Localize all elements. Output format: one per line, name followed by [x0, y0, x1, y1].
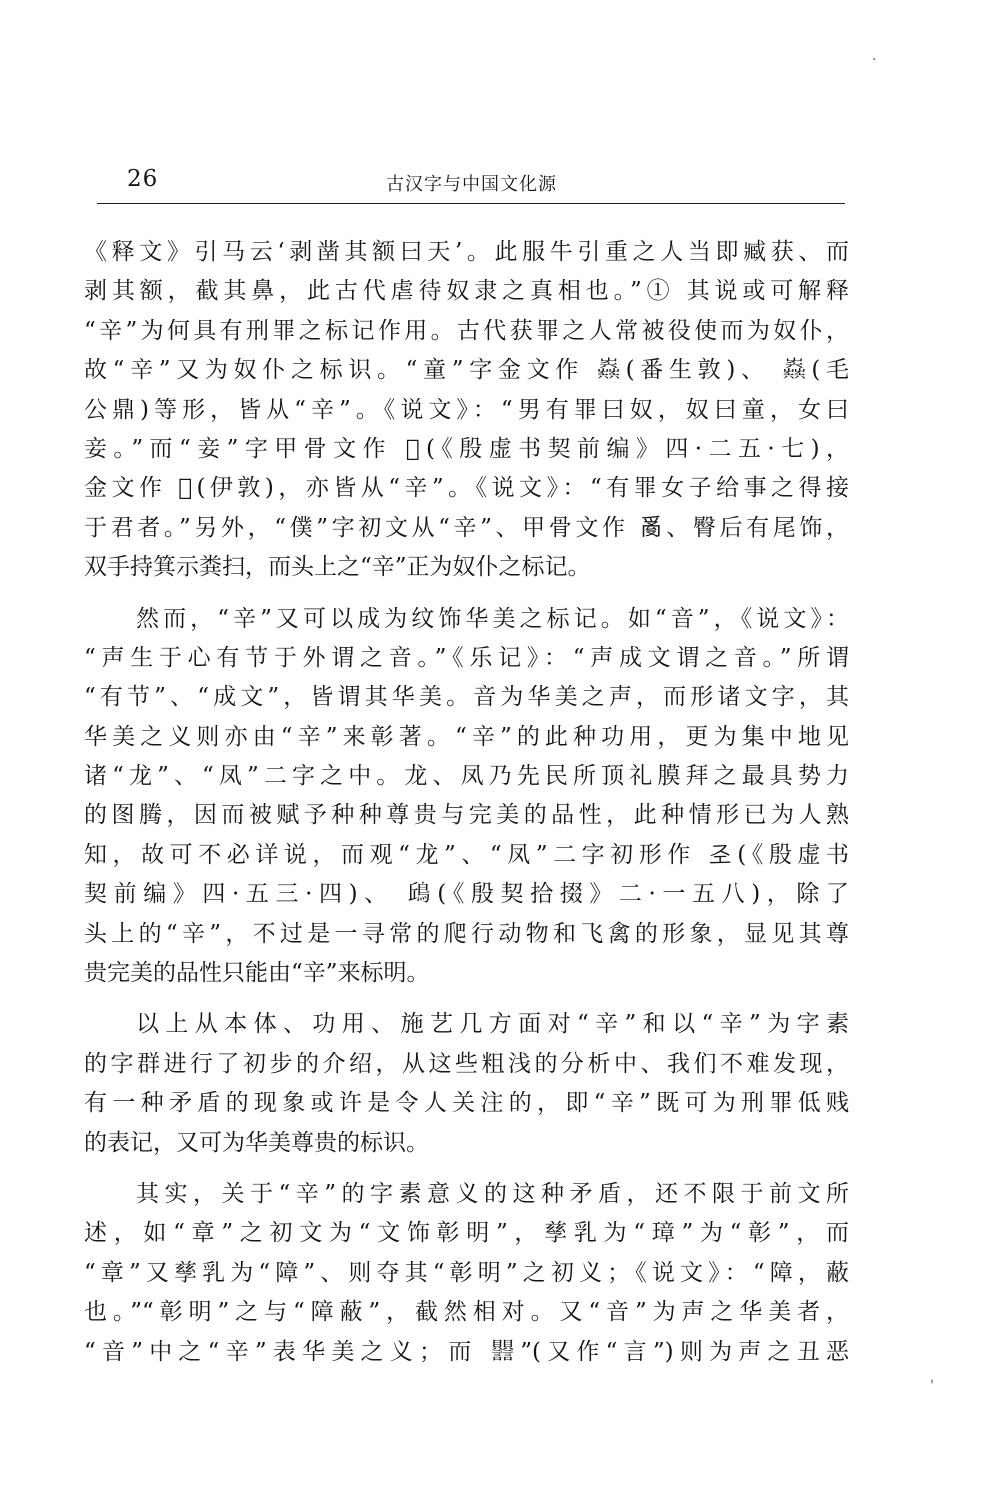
text-line: 贵完美的品性只能由“辛”来标明。 [84, 960, 430, 987]
text-line: 金文作 𡚪(伊敦)，亦皆从“辛”。《说文》：“有罪女子给事之得接 [84, 475, 849, 502]
text-line: 然而，“辛”又可以成为纹饰华美之标记。如“音”，《说文》： [136, 605, 849, 632]
paragraph-2 [84, 600, 849, 994]
text-line: 以上从本体、功用、施艺几方面对“辛”和以“辛”为字素 [136, 1011, 849, 1038]
header-rule [97, 203, 845, 204]
text-line: “辛”为何具有刑罪之标记作用。古代获罪之人常被役使而为奴仆， [84, 317, 849, 344]
scan-speck: ' [930, 1378, 934, 1394]
text-line: 述，如“章”之初文为“文饰彰明”，孳乳为“璋”为“彰”，而 [84, 1220, 849, 1247]
page-number: 26 [127, 166, 159, 192]
text-line: 的图腾，因而被赋予种种尊贵与完美的品性，此种情形已为人熟 [84, 802, 849, 829]
text-line: 《释文》引马云‘剥凿其额曰天’。此服牛引重之人当即臧获、而 [84, 239, 849, 265]
text-line: “章”又孳乳为“障”、则夺其“彰明”之初义；《说文》：“障，蔽 [84, 1259, 849, 1286]
text-line: 公鼎)等形，皆从“辛”。《说文》：“男有罪曰奴，奴曰童，女曰 [84, 396, 849, 423]
text-line: 于君者。”另外，“僕”字初文从“辛”、甲骨文作 𤔔、臀后有尾饰， [84, 514, 849, 541]
text-line: 的字群进行了初步的介绍，从这些粗浅的分析中、我们不难发现， [84, 1050, 849, 1077]
text-line: 的表记，又可为华美尊贵的标识。 [84, 1129, 429, 1156]
text-line: 头上的“辛”，不过是一寻常的爬行动物和飞禽的形象，显见其尊 [84, 920, 849, 947]
text-line: 有一种矛盾的现象或许是令人关注的，即“辛”既可为刑罪低贱 [84, 1090, 849, 1117]
text-line: 双手持箕示粪扫，而头上之“辛”正为奴仆之标记。 [84, 554, 591, 581]
text-line: 华美之义则亦由“辛”来彰著。“辛”的此种功用，更为集中地见 [84, 723, 849, 750]
text-line: 故“辛”又为奴仆之标识。“童”字金文作 𡴫(番生敦)、 𡴫(毛 [84, 357, 849, 384]
text-line: 剥其额，截其鼻，此古代虐待奴隶之真相也。”① 其说或可解释 [84, 278, 849, 305]
text-line: 契前编》四·五三·四)、 𩿨(《殷契拾掇》二·一五八)，除了 [84, 881, 849, 908]
text-line: “声生于心有节于外谓之音。”《乐记》：“声成文谓之音。”所谓 [84, 644, 849, 671]
text-line: 知，故可不必详说，而观“龙”、“凤”二字初形作 𢀖(《殷虚书 [84, 841, 849, 868]
body-text [84, 233, 849, 1372]
text-line: “音”中之“辛”表华美之义；而 𧮣”(又作“言”)则为声之丑恶 [84, 1338, 849, 1365]
scan-speck: · [872, 52, 877, 68]
text-line: 也。”“彰明”之与“障蔽”，截然相对。又“音”为声之华美者， [84, 1299, 849, 1326]
text-line: “有节”、“成文”，皆谓其华美。音为华美之声，而形诸文字，其 [84, 684, 849, 711]
paragraph-1 [84, 233, 849, 588]
text-line: 其实，关于“辛”的字素意义的这种矛盾，还不限于前文所 [136, 1180, 849, 1207]
paragraph-3 [84, 1005, 849, 1163]
paragraph-4 [84, 1175, 849, 1372]
running-title: 古汉字与中国文化源 [386, 174, 557, 195]
text-line: 诸“龙”、“凤”二字之中。龙、凤乃先民所顶礼膜拜之最具势力 [84, 763, 849, 790]
text-line: 妾。”而“妾”字甲骨文作 𡚪(《殷虚书契前编》四·二五·七)， [84, 435, 849, 462]
